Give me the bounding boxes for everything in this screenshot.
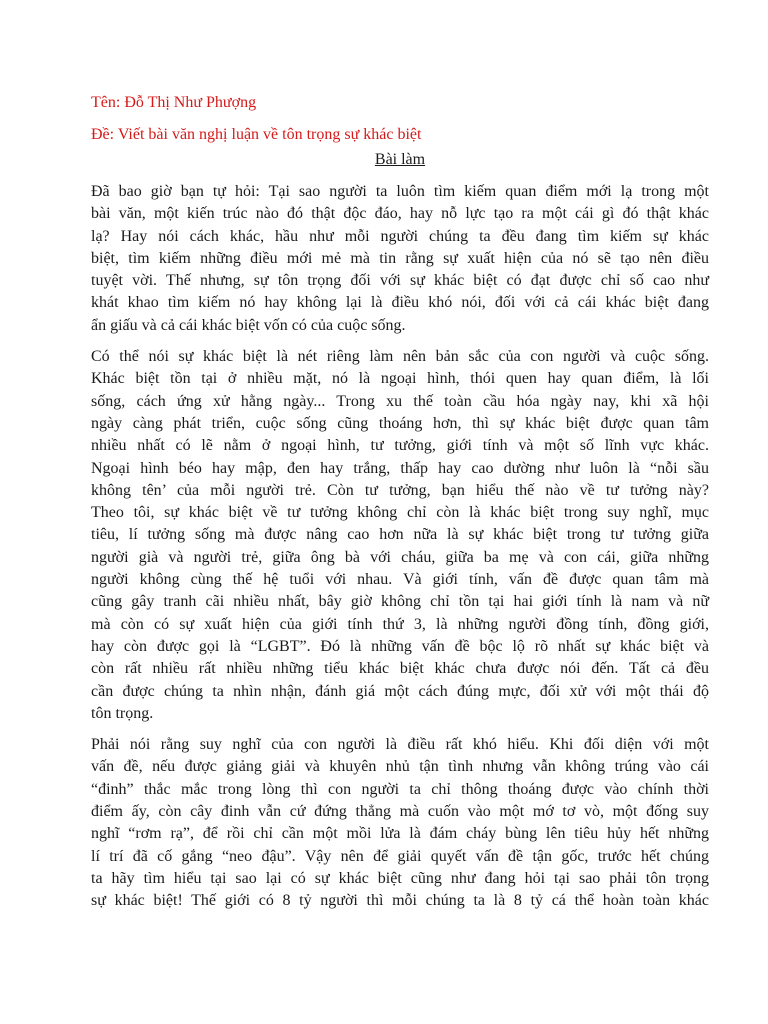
paragraph-line: lí trí đã cố gắng “neo đậu”. Vậy nên để giải quyết vấn đề tận gốc, trước hết chúng <box>91 847 709 865</box>
paragraph-line: biệt, tìm kiếm những điều mới mẻ mà tin rằng sự xuất hiện của nó sẽ tạo nên điều <box>91 249 709 267</box>
paragraph-line: mà còn có sự xuất hiện của giới tính thứ 3, là những người đồng tính, đồng giới, <box>91 615 709 633</box>
paragraph-line: Ngoại hình béo hay mập, đen hay trắng, thấp hay cao dường như luôn là “nỗi sầu <box>91 459 709 477</box>
essay-heading: Bài làm <box>374 151 426 168</box>
essay-paragraph <box>91 181 709 337</box>
paragraph-line: tôn trọng. <box>91 704 154 722</box>
document-page <box>91 92 709 913</box>
paragraph-line: người không cùng thế hệ tuổi với nhau. Và giới tính, vấn đề được quan tâm mà <box>91 571 709 589</box>
paragraph-line: nghĩ “rơm rạ”, để rồi chỉ cần một mồi lửa là đám cháy bùng lên tiêu hủy hết những <box>91 825 709 843</box>
paragraph-line: bài văn, một kiến trúc nào đó thật độc đáo, hay nỗ lực tạo ra một cái gì đó thật khác <box>91 205 709 223</box>
paragraph-line: ta hãy tìm hiểu tại sao lại có sự khác biệt cũng như đang hỏi tại sao phải tôn trọng <box>91 869 709 887</box>
paragraph-line: cần được chúng ta nhìn nhận, đánh giá một cách đúng mực, đối xử với một thái độ <box>91 682 709 700</box>
paragraph-line: còn rất nhiều rất nhiều những tiểu khác biệt khác chưa được nói đến. Tất cả đều <box>91 660 709 678</box>
paragraph-line: điểm ấy, còn cây đinh vẫn cứ đứng thẳng mà cuốn vào một mớ tơ vò, một đống suy <box>91 803 709 821</box>
paragraph-line: sự khác biệt! Thế giới có 8 tỷ người thì mỗi chúng ta là 8 tỷ cá thể hoàn toàn khác <box>91 892 709 910</box>
paragraph-line: hay còn được gọi là “LGBT”. Đó là những vấn đề bộc lộ rõ nhất sự khác biệt và <box>91 637 709 655</box>
student-name: Tên: Đỗ Thị Như Phượng <box>91 94 257 111</box>
paragraph-line: Đã bao giờ bạn tự hỏi: Tại sao người ta luôn tìm kiếm quan điểm mới lạ trong một <box>91 183 709 200</box>
paragraph-line: tuyệt vời. Thế nhưng, sự tôn trọng đối với sự khác biệt có đạt được chỉ số cao như <box>91 272 709 290</box>
essay-topic: Đề: Viết bài văn nghị luận về tôn trọng sự khác biệt <box>91 126 422 143</box>
paragraph-line: ẩn giấu và cả cái khác biệt vốn có của cuộc sống. <box>91 316 406 334</box>
essay-paragraph <box>91 734 709 912</box>
paragraph-line: cũng gây tranh cãi nhiều nhất, bây giờ không chỉ tồn tại hai giới tính là nam và nữ <box>91 593 709 611</box>
paragraph-line: lạ? Hay nói cách khác, hầu như mỗi người chúng ta đều đang tìm kiếm sự khác <box>91 227 709 245</box>
paragraph-line: khát khao tìm kiếm nó hay không lại là điều khó nói, đối với cả cái khác biệt đang <box>91 294 709 312</box>
paragraph-line: ngày càng phát triển, cuộc sống cũng thoáng hơn, thì sự khác biệt được quan tâm <box>91 414 709 432</box>
paragraph-line: Phải nói rằng suy nghĩ của con người là điều rất khó hiểu. Khi đối diện với một <box>91 736 709 754</box>
paragraph-line: người già và người trẻ, giữa ông bà với cháu, giữa ba mẹ và con cái, giữa những <box>91 548 709 566</box>
essay-body <box>91 181 709 913</box>
paragraph-line: nhiều nhất có lẽ nằm ở ngoại hình, tư tưởng, giới tính và một số lĩnh vực khác. <box>91 437 709 455</box>
paragraph-line: Khác biệt tồn tại ở nhiều mặt, nó là ngoại hình, thói quen hay quan điểm, là lối <box>91 370 709 388</box>
paragraph-line: sống, cách ứng xử hằng ngày... Trong xu thế toàn cầu hóa ngày nay, khi xã hội <box>91 392 709 410</box>
paragraph-line: Theo tôi, sự khác biệt về tư tưởng không chỉ còn là khác biệt trong suy nghĩ, mục <box>91 504 709 522</box>
paragraph-line: “đinh” thắc mắc trong lòng thì con người ta chỉ thông thoáng được vào chính thời <box>91 780 709 798</box>
essay-paragraph <box>91 346 709 725</box>
paragraph-line: không tên’ của mỗi người trẻ. Còn tư tưởng, bạn hiểu thế nào về tư tưởng này? <box>91 481 709 499</box>
paragraph-line: vấn đề, nếu được giảng giải và khuyên nhủ tận tình nhưng vẫn không trúng vào cái <box>91 758 709 776</box>
paragraph-line: Có thể nói sự khác biệt là nét riêng làm nên bản sắc của con người và cuộc sống. <box>91 348 709 366</box>
paragraph-line: tiêu, lí tưởng sống mà được nâng cao hơn nữa là sự khác biệt trong tư tưởng giữa <box>91 526 709 544</box>
